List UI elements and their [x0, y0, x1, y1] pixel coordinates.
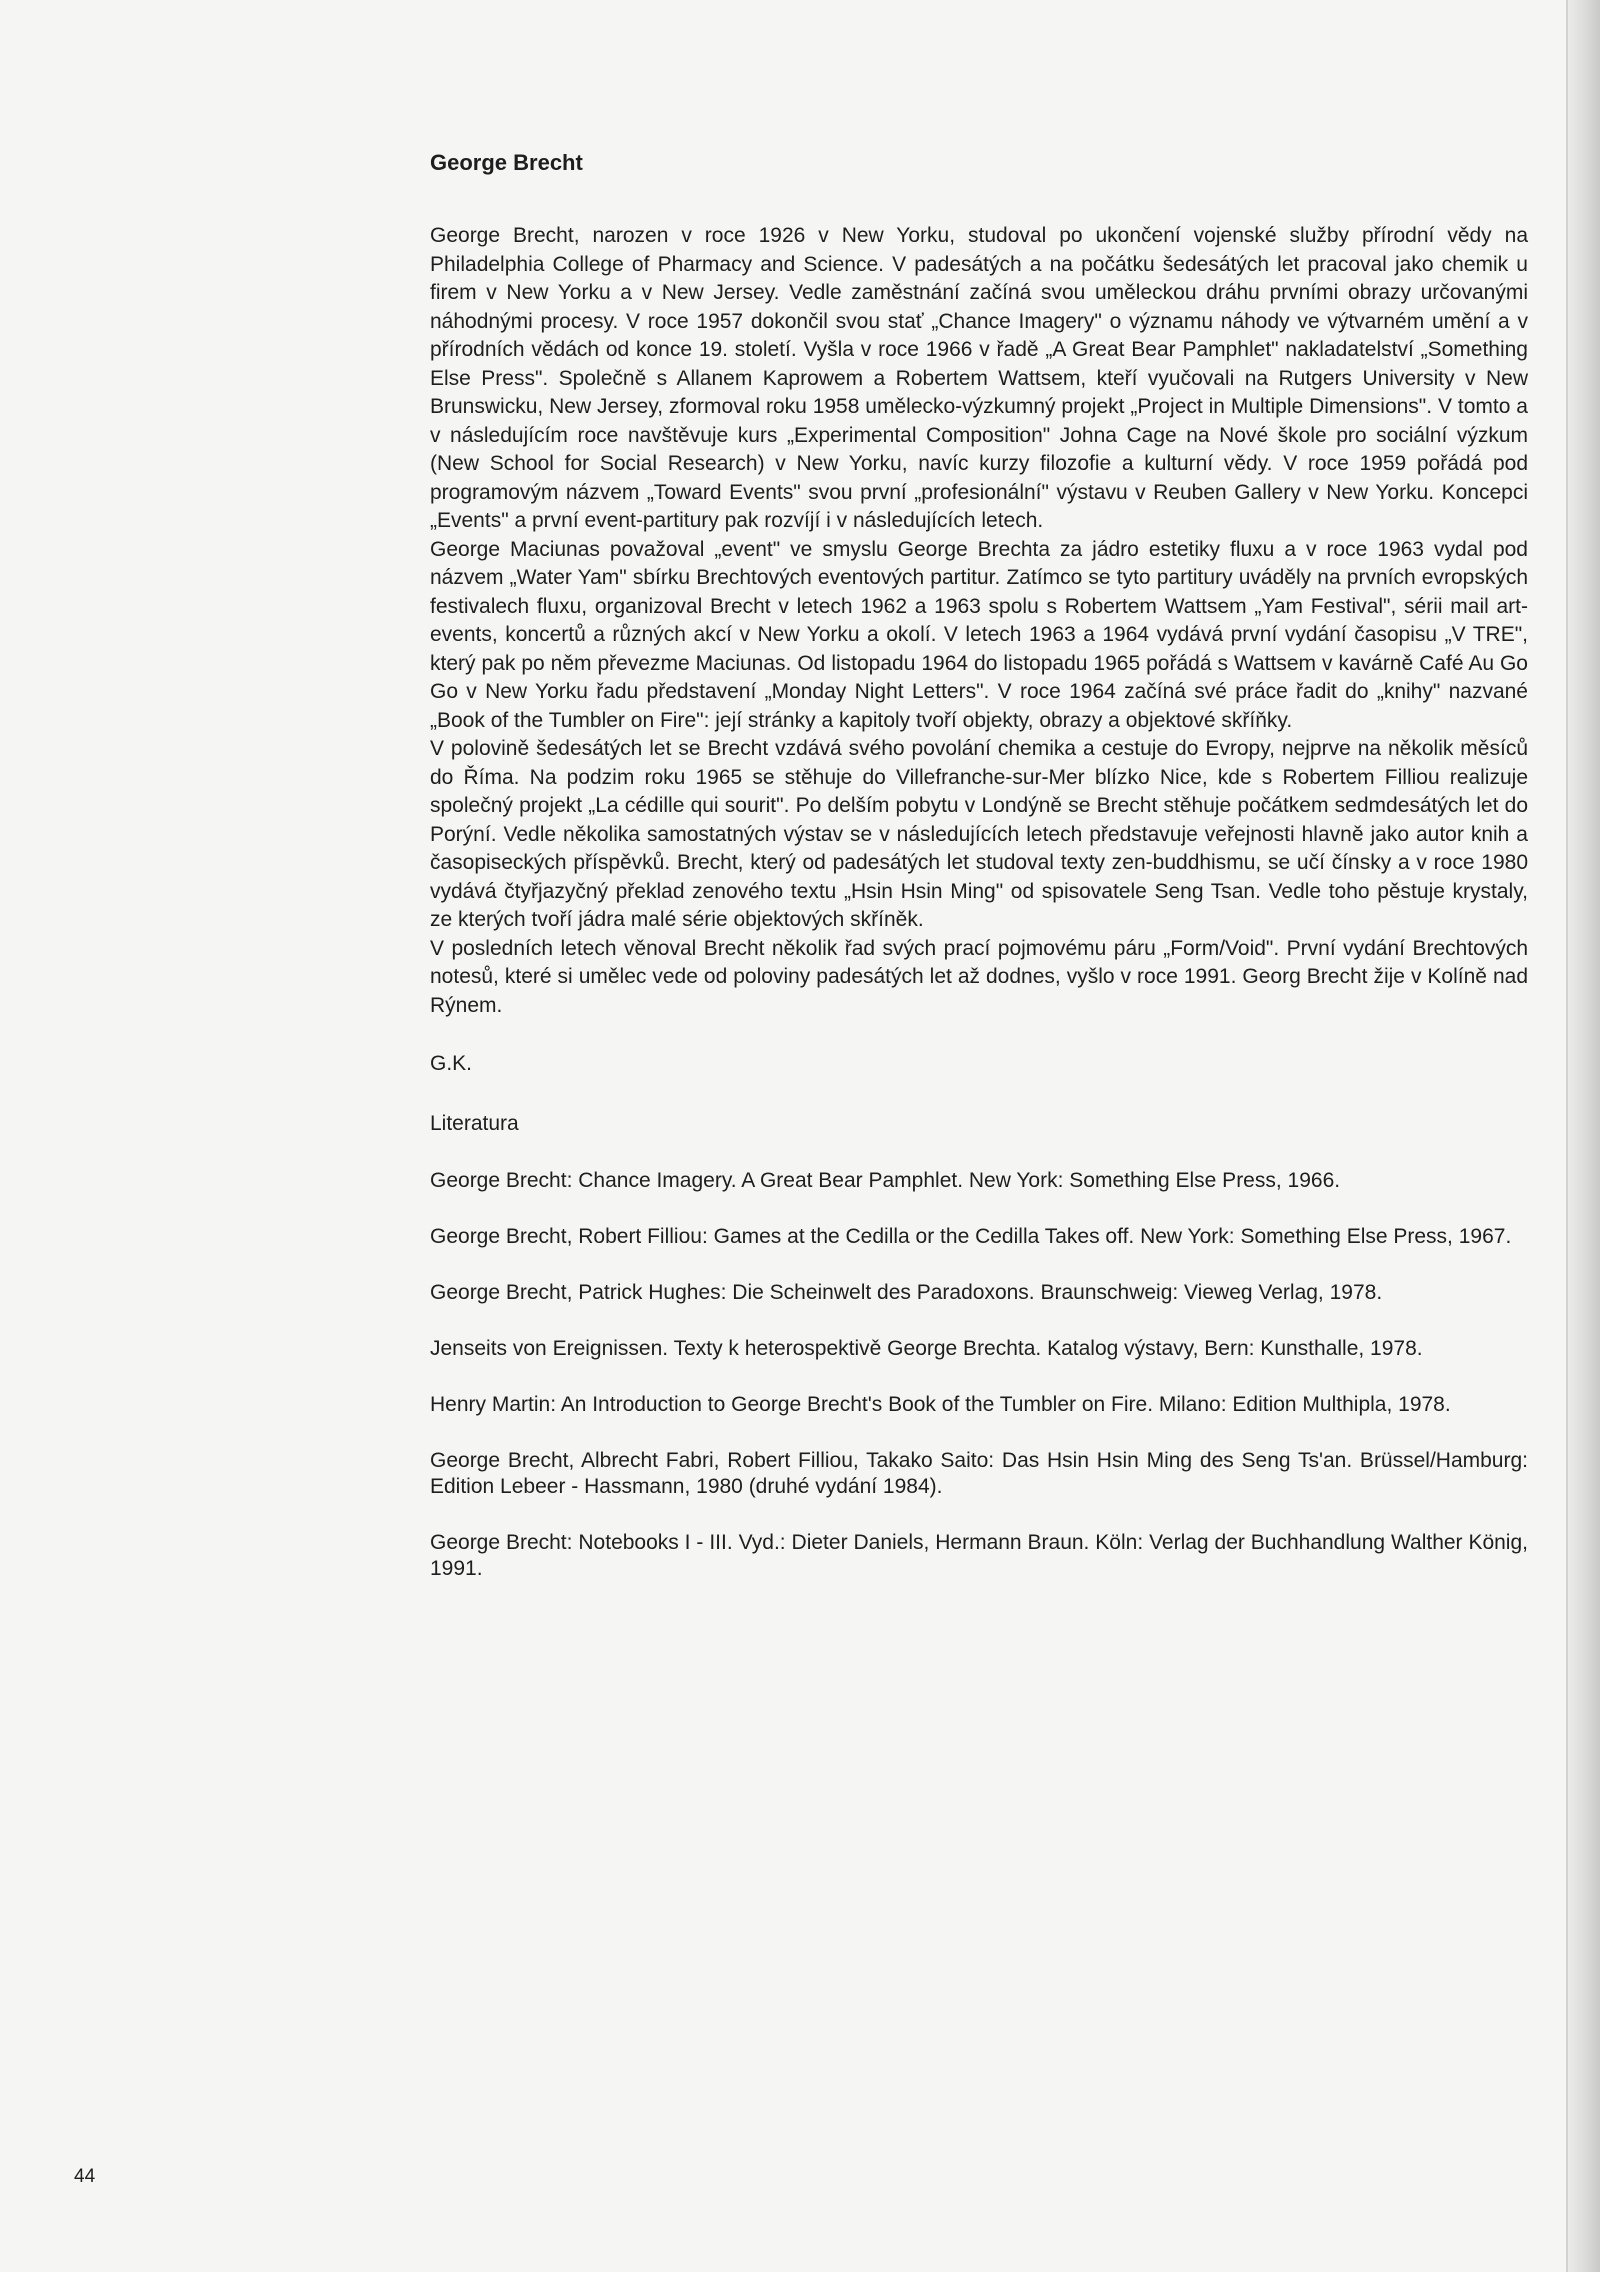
literature-heading: Literatura — [430, 1112, 519, 1135]
body-paragraph-2: George Maciunas považoval „event" ve smyslu George Brechta za jádro estetiky fluxu a v roce 1963 vydal pod názvem „Water Yam" sbírku Brechtových eventových partitur. Zatímco se tyto partitury uváděly na prvních evropských festivalech fluxu, organizoval Brecht v letech 1962 a 1963 spolu s Robertem Wattsem „Yam Festival", sérii mail art-events, koncertů a různých akcí v New Yorku a okolí. V letech 1963 a 1964 vydává první vydání časopisu „V TRE", který pak po něm převezme Maciunas. Od listopadu 1964 do listopadu 1965 pořádá s Wattsem v kavárně Café Au Go Go v New Yorku řadu představení „Monday Night Letters". V roce 1964 začíná své práce řadit do „knihy" nazvané „Book of the Tumbler on Fire": její stránky a kapitoly tvoří objekty, obrazy a objektové skříňky. — [430, 537, 1528, 732]
bibliography-entry: George Brecht, Albrecht Fabri, Robert Filliou, Takako Saito: Das Hsin Hsin Ming des Seng Ts'an. Brüssel/Hamburg: Edition Lebeer - Hassmann, 1980 (druhé vydání 1984). — [430, 1449, 1528, 1498]
page-number: 44 — [74, 2166, 96, 2187]
page-binding-edge — [1566, 0, 1600, 2272]
body-paragraph-3: V polovině šedesátých let se Brecht vzdává svého povolání chemika a cestuje do Evropy, nejprve na několik měsíců do Říma. Na podzim roku 1965 se stěhuje do Villefranche-sur-Mer blízko Nice, kde s Robertem Filliou realizuje společný projekt „La cédille qui sourit". Po delším pobytu v Londýně se Brecht stěhuje počátkem sedmdesátých let do Porýní. Vedle několika samostatných výstav se v následujících letech představuje veřejnosti hlavně jako autor knih a časopiseckých příspěvků. Brecht, který od padesátých let studoval texty zen-buddhismu, se učí čínsky a v roce 1980 vydává čtyřjazyčný překlad zenového textu „Hsin Hsin Ming" od spisovatele Seng Tsan. Vedle toho pěstuje krystaly, ze kterých tvoří jádra malé série objektových skříněk. — [430, 737, 1528, 931]
article-title: George Brecht — [430, 150, 583, 175]
body-paragraph-1: George Brecht, narozen v roce 1926 v New Yorku, studoval po ukončení vojenské služby přírodní vědy na Philadelphia College of Pharmacy and Science. V padesátých a na počátku šedesátých let pracoval jako chemik u firem v New Yorku a v New Jersey. Vedle zaměstnání začíná svou uměleckou dráhu prvními obrazy určovanými náhodnými procesy. V roce 1957 dokončil svou stať „Chance Imagery" o významu náhody ve výtvarném umění a v přírodních vědách od konce 19. století. Vyšla v roce 1966 v řadě „A Great Bear Pamphlet" nakladatelství „Something Else Press". Společně s Allanem Kaprowem a Robertem Wattsem, kteří vyučovali na Rutgers University v New Brunswicku, New Jersey, zformoval roku 1958 umělecko-výzkumný projekt „Project in Multiple Dimensions". V tomto a v následujícím roce navštěvuje kurs „Experimental Composition" Johna Cage na Nové škole pro sociální výzkum (New School for Social Research) v New Yorku, navíc kurzy filozofie a kulturní vědy. V roce 1959 pořádá pod programovým názvem „Toward Events" svou první „profesionální" výstavu v Reuben Gallery v New Yorku. Koncepci „Events" a první event-partitury pak rozvíjí i v následujících letech. — [430, 224, 1528, 532]
bibliography-entry: George Brecht: Notebooks I - III. Vyd.: Dieter Daniels, Hermann Braun. Köln: Verlag der Buchhandlung Walther König, 1991. — [430, 1531, 1528, 1580]
bibliography-entry: Henry Martin: An Introduction to George Brecht's Book of the Tumbler on Fire. Milano: Edition Multhipla, 1978. — [430, 1393, 1451, 1416]
bibliography-entry: Jenseits von Ereignissen. Texty k heterospektivě George Brechta. Katalog výstavy, Bern: Kunsthalle, 1978. — [430, 1337, 1423, 1360]
bibliography-entry: George Brecht, Patrick Hughes: Die Scheinwelt des Paradoxons. Braunschweig: Vieweg Verlag, 1978. — [430, 1281, 1383, 1304]
bibliography-entry: George Brecht, Robert Filliou: Games at the Cedilla or the Cedilla Takes off. New York: Something Else Press, 1967. — [430, 1225, 1512, 1248]
bibliography-list — [430, 1168, 1528, 1582]
author-initials: G.K. — [430, 1052, 473, 1075]
article-body — [430, 222, 1528, 1020]
body-paragraph-4: V posledních letech věnoval Brecht několik řad svých prací pojmovému páru „Form/Void". První vydání Brechtových notesů, které si umělec vede od poloviny padesátých let až dodnes, vyšlo v roce 1991. Georg Brecht žije v Kolíně nad Rýnem. — [430, 936, 1528, 1017]
article — [430, 148, 1528, 1612]
bibliography-entry: George Brecht: Chance Imagery. A Great Bear Pamphlet. New York: Something Else Press, 1966. — [430, 1169, 1341, 1192]
